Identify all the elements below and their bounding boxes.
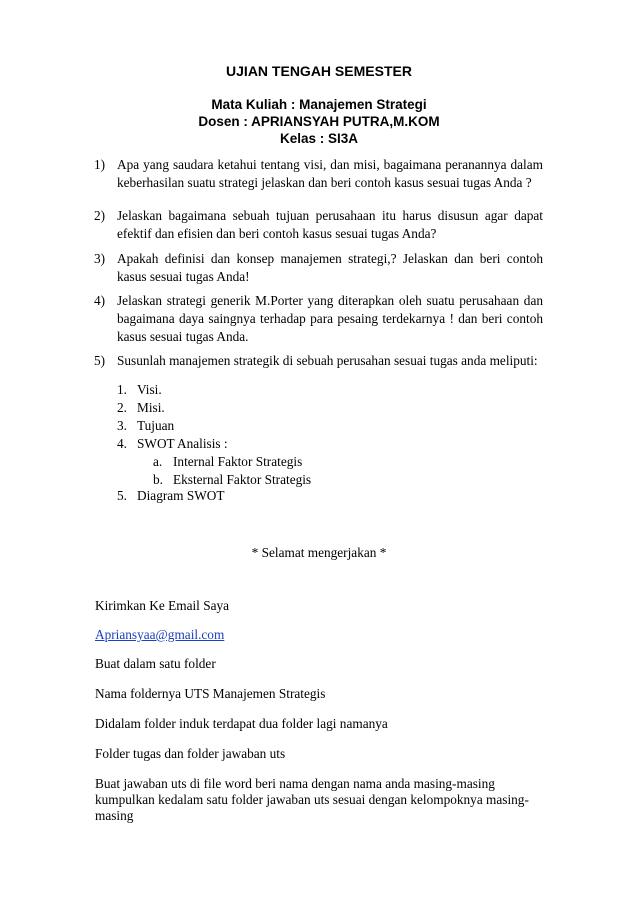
question-number: 1) bbox=[94, 157, 106, 172]
question-2 bbox=[95, 207, 543, 243]
question-5 bbox=[95, 352, 543, 370]
question-text: Susunlah manajemen strategik di sebuah perusahan sesuai tugas anda meliputi: bbox=[117, 353, 538, 368]
list-item: 1. Visi. bbox=[117, 382, 162, 397]
list-item: 2. Misi. bbox=[117, 400, 165, 415]
question-number: 5) bbox=[94, 353, 106, 368]
sub-list-item: b. Eksternal Faktor Strategis bbox=[153, 472, 312, 487]
folders-instruction: Folder tugas dan folder jawaban uts bbox=[95, 746, 286, 761]
question-text: Jelaskan strategi generik M.Porter yang diterapkan oleh suatu perusahaan dan bagaimana daya saingnya terhadap para pesaing terdekarnya ! dan beri contoh kasus sesuai tugas Anda. bbox=[117, 293, 543, 344]
exam-title: UJIAN TENGAH SEMESTER bbox=[226, 63, 412, 79]
list-item: 5. Diagram SWOT bbox=[117, 488, 225, 503]
final-instruction-line: Buat jawaban uts di file word beri nama dengan nama anda masing-masing bbox=[95, 776, 495, 791]
lecturer-name: Dosen : APRIANSYAH PUTRA,M.KOM bbox=[198, 114, 440, 129]
question-text: Apakah definisi dan konsep manajemen strategi,? Jelaskan dan beri contoh kasus sesuai tugas Anda! bbox=[117, 251, 543, 284]
sub-list-item: a. Internal Faktor Strategis bbox=[153, 454, 303, 469]
email-link[interactable]: Apriansyaa@gmail.com bbox=[95, 627, 225, 642]
list-item: 4. SWOT Analisis : bbox=[117, 436, 228, 451]
closing-message: * Selamat mengerjakan * bbox=[251, 545, 387, 560]
send-instruction: Kirimkan Ke Email Saya bbox=[95, 598, 230, 613]
question-number: 4) bbox=[94, 293, 106, 308]
folder-name-instruction: Nama foldernya UTS Manajemen Strategis bbox=[95, 686, 326, 701]
folder-instruction: Buat dalam satu folder bbox=[95, 656, 216, 671]
subfolder-instruction: Didalam folder induk terdapat dua folder lagi namanya bbox=[95, 716, 388, 731]
question-number: 3) bbox=[94, 251, 106, 266]
question-text: Apa yang saudara ketahui tentang visi, dan misi, bagaimana peranannya dalam keberhasilan suatu strategi jelaskan dan beri contoh kasus sesuai tugas Anda ? bbox=[117, 157, 543, 190]
question-3 bbox=[95, 250, 543, 286]
question-4 bbox=[95, 292, 543, 346]
question-number: 2) bbox=[94, 208, 106, 223]
list-item: 3. Tujuan bbox=[117, 418, 175, 433]
course-name: Mata Kuliah : Manajemen Strategi bbox=[211, 97, 427, 112]
class-name: Kelas : SI3A bbox=[279, 131, 359, 146]
final-instruction-line: kumpulkan kedalam satu folder jawaban uts sesuai dengan kelompoknya masing- bbox=[95, 792, 529, 807]
final-instruction-line: masing bbox=[95, 808, 134, 823]
question-text: Jelaskan bagaimana sebuah tujuan perusahaan itu harus disusun agar dapat efektif dan efisien dan beri contoh kasus sesuai tugas Anda? bbox=[117, 208, 543, 241]
question-1 bbox=[95, 156, 543, 192]
